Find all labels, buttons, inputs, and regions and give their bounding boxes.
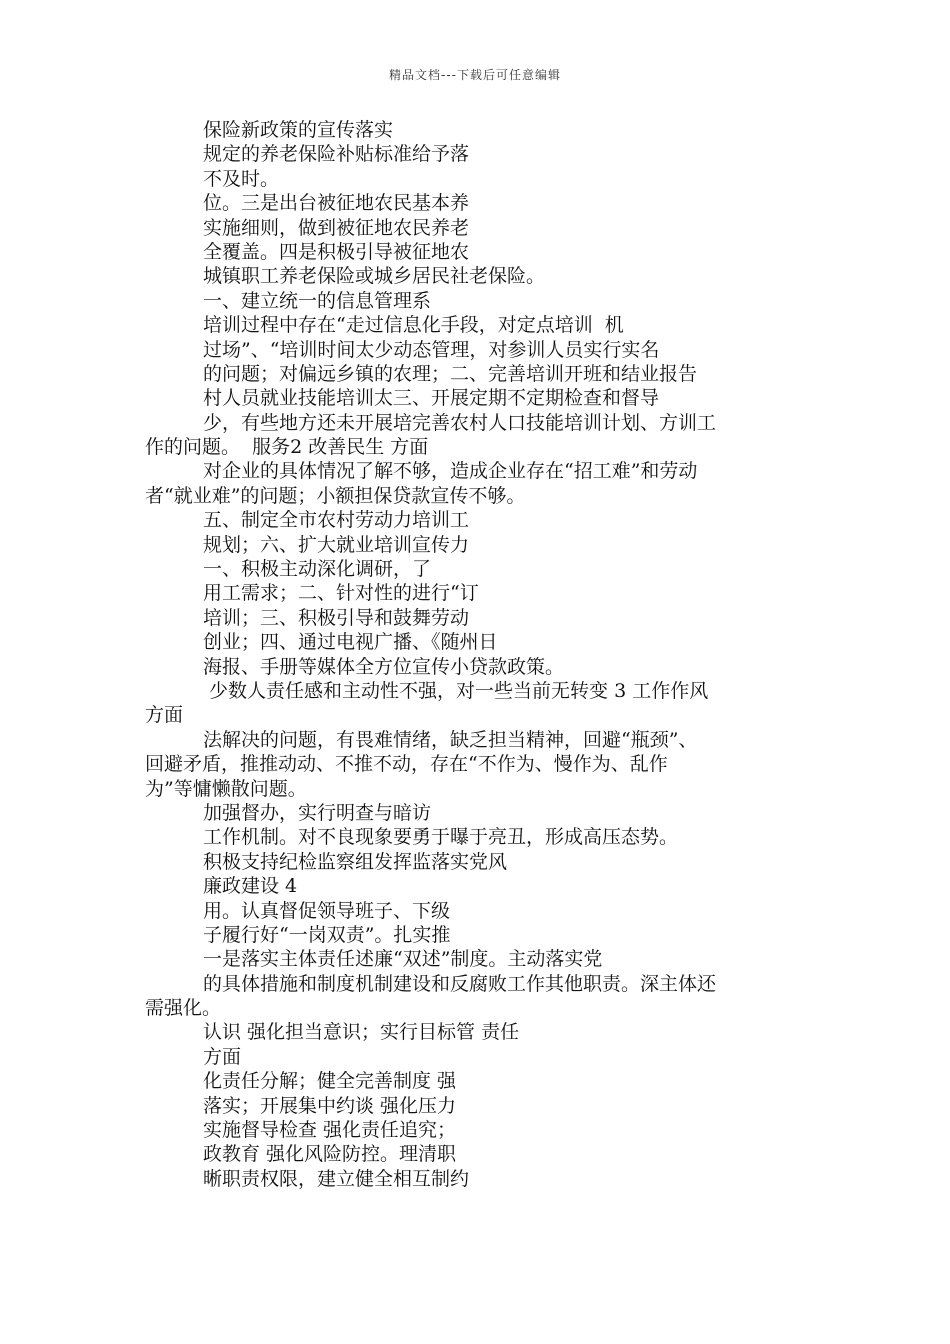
text-line: 方面 [203, 1045, 242, 1068]
document-body [145, 118, 810, 1191]
text-line: 用工需求；二、针对性的进行“订 [203, 582, 479, 605]
text-line: 的具体措施和制度机制建设和反腐败工作其他职责。深主体还 [203, 972, 717, 995]
text-line: 全覆盖。四是积极引导被征地农 [203, 240, 470, 263]
text-line: 为”等慵懒散问题。 [145, 777, 307, 800]
text-line: 晰职责权限，建立健全相互制约 [203, 1167, 470, 1190]
text-line: 子履行好“一岗双责”。扎实推 [203, 923, 451, 946]
text-line: 政教育 强化风险防控。理清职 [203, 1143, 457, 1166]
text-line: 过场”、“培训时间太少动态管理，对参训人员实行实名 [203, 338, 660, 361]
text-line: 城镇职工养老保险或城乡居民社老保险。 [203, 265, 546, 288]
text-line: 海报、手册等媒体全方位宣传小贷款政策。 [203, 655, 565, 678]
text-line: 培训过程中存在“走过信息化手段，对定点培训 机 [203, 314, 624, 337]
text-line: 廉政建设 4 [203, 875, 298, 898]
text-line: 需强化。 [145, 997, 222, 1020]
text-line: 认识 强化担当意识；实行目标管 责任 [203, 1021, 520, 1044]
text-line: 方面 [145, 704, 184, 727]
text-line: 一、积极主动深化调研，了 [203, 558, 432, 581]
text-line: 作的问题。 服务2 改善民生 方面 [145, 436, 429, 459]
text-line: 实施细则，做到被征地农民养老 [203, 216, 470, 239]
text-line: 一是落实主体责任述廉“双述”制度。主动落实党 [203, 948, 603, 971]
text-line: 不及时。 [203, 167, 280, 190]
text-line: 加强督办，实行明查与暗访 [203, 801, 432, 824]
text-line: 村人员就业技能培训太三、开展定期不定期检查和督导 [203, 387, 660, 410]
text-line: 的问题；对偏远乡镇的农理；二、完善培训开班和结业报告 [203, 362, 698, 385]
text-line: 回避矛盾，推推动动、不推不动，存在“不作为、慢作为、乱作 [145, 753, 668, 776]
text-line: 法解决的问题，有畏难情绪，缺乏担当精神，回避“瓶颈”、 [203, 728, 698, 751]
text-line: 一、建立统一的信息管理系 [203, 289, 432, 312]
text-line: 积极支持纪检监察组发挥监落实党风 [203, 850, 508, 873]
text-line: 实施督导检查 强化责任追究； [203, 1119, 457, 1142]
text-line: 少，有些地方还未开展培完善农村人口技能培训计划、方训工 [203, 411, 717, 434]
text-line: 位。三是出台被征地农民基本养 [203, 192, 470, 215]
text-line: 者“就业难”的问题；小额担保贷款宣传不够。 [145, 484, 526, 507]
text-line: 对企业的具体情况了解不够，造成企业存在“招工难”和劳动 [203, 460, 698, 483]
text-line: 少数人责任感和主动性不强，对一些当前无转变 3 工作作风 [203, 679, 709, 702]
text-line: 五、制定全市农村劳动力培训工 [203, 509, 470, 532]
text-line: 创业；四、通过电视广播、《随州日 [203, 631, 498, 654]
text-line: 培训；三、积极引导和鼓舞劳动 [203, 606, 470, 629]
text-line: 用。认真督促领导班子、下级 [203, 899, 451, 922]
page-header: 精品文档---下载后可任意编辑 [389, 68, 561, 82]
text-line: 规划；六、扩大就业培训宣传力 [203, 533, 470, 556]
text-line: 落实；开展集中约谈 强化压力 [203, 1094, 457, 1117]
text-line: 工作机制。对不良现象要勇于曝于亮丑，形成高压态势。 [203, 826, 679, 849]
text-line: 规定的养老保险补贴标准给予落 [203, 143, 470, 166]
text-line: 化责任分解；健全完善制度 强 [203, 1070, 457, 1093]
text-line: 保险新政策的宣传落实 [203, 119, 394, 141]
